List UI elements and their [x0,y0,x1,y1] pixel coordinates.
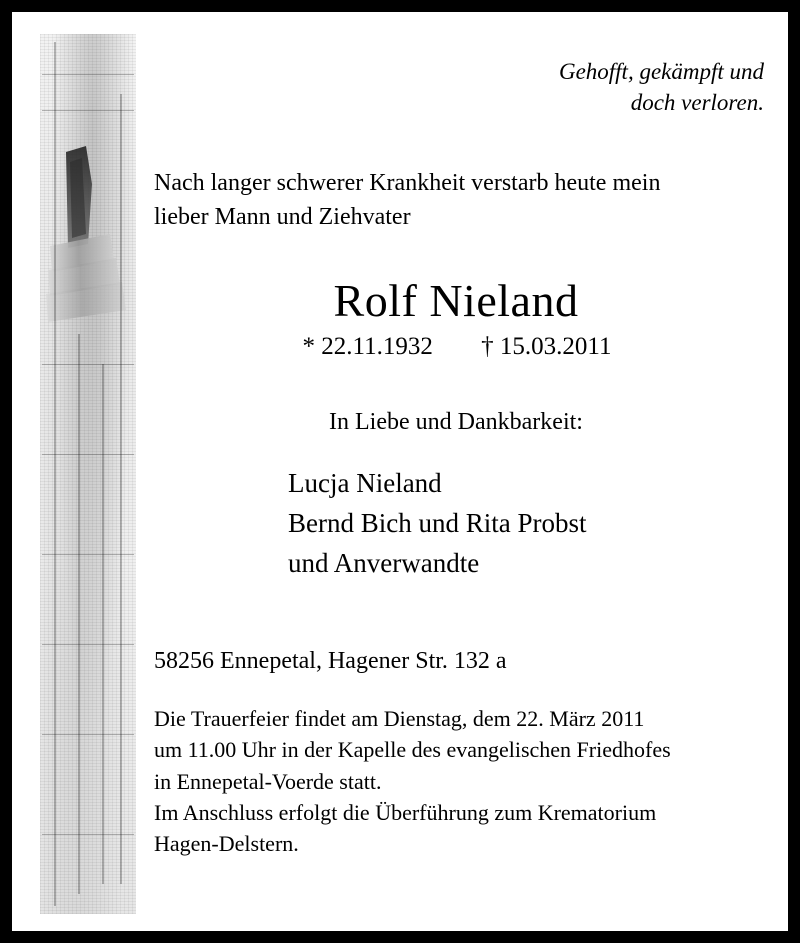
motto-line-1: Gehofft, gekämpft und [558,59,764,84]
ceremony-line-2: um 11.00 Uhr in der Kapelle des evangelischen Friedhofes [154,737,671,763]
survivor-line-1: Lucja Nieland [288,468,442,499]
survivor-line-3: und Anverwandte [288,548,480,579]
survivor-line-2: Bernd Bich und Rita Probst [288,508,587,539]
dedication-line: In Liebe und Dankbarkeit: [329,409,583,436]
intro-line-2: lieber Mann und Ziehvater [154,204,411,231]
life-dates [154,333,778,361]
ceremony-line-5: Hagen-Delstern. [154,831,299,857]
engraved-stone-steps-image [40,34,136,914]
address-line: 58256 Ennepetal, Hagener Str. 132 a [154,648,507,675]
motto-line-2: doch verloren. [630,90,764,116]
ceremony-line-3: in Ennepetal-Voerde statt. [154,768,382,794]
birth-date: * 22.11.1932 [302,333,433,361]
deceased-name: Rolf Nieland [333,275,579,327]
notice-inner [12,12,788,931]
survivors-list [154,464,778,584]
intro-line-1: Nach langer schwerer Krankheit verstarb heute mein [154,170,661,197]
intro-text [154,166,778,234]
death-date: † 15.03.2011 [481,333,612,361]
ceremony-details [154,703,778,859]
notice-text-column [154,42,778,922]
ceremony-line-4: Im Anschluss erfolgt die Überführung zum Krematorium [154,799,657,825]
motto [154,56,778,118]
engraving-illustration-icon [40,34,136,914]
ceremony-line-1: Die Trauerfeier findet am Dienstag, dem 22. März 2011 [154,706,645,732]
